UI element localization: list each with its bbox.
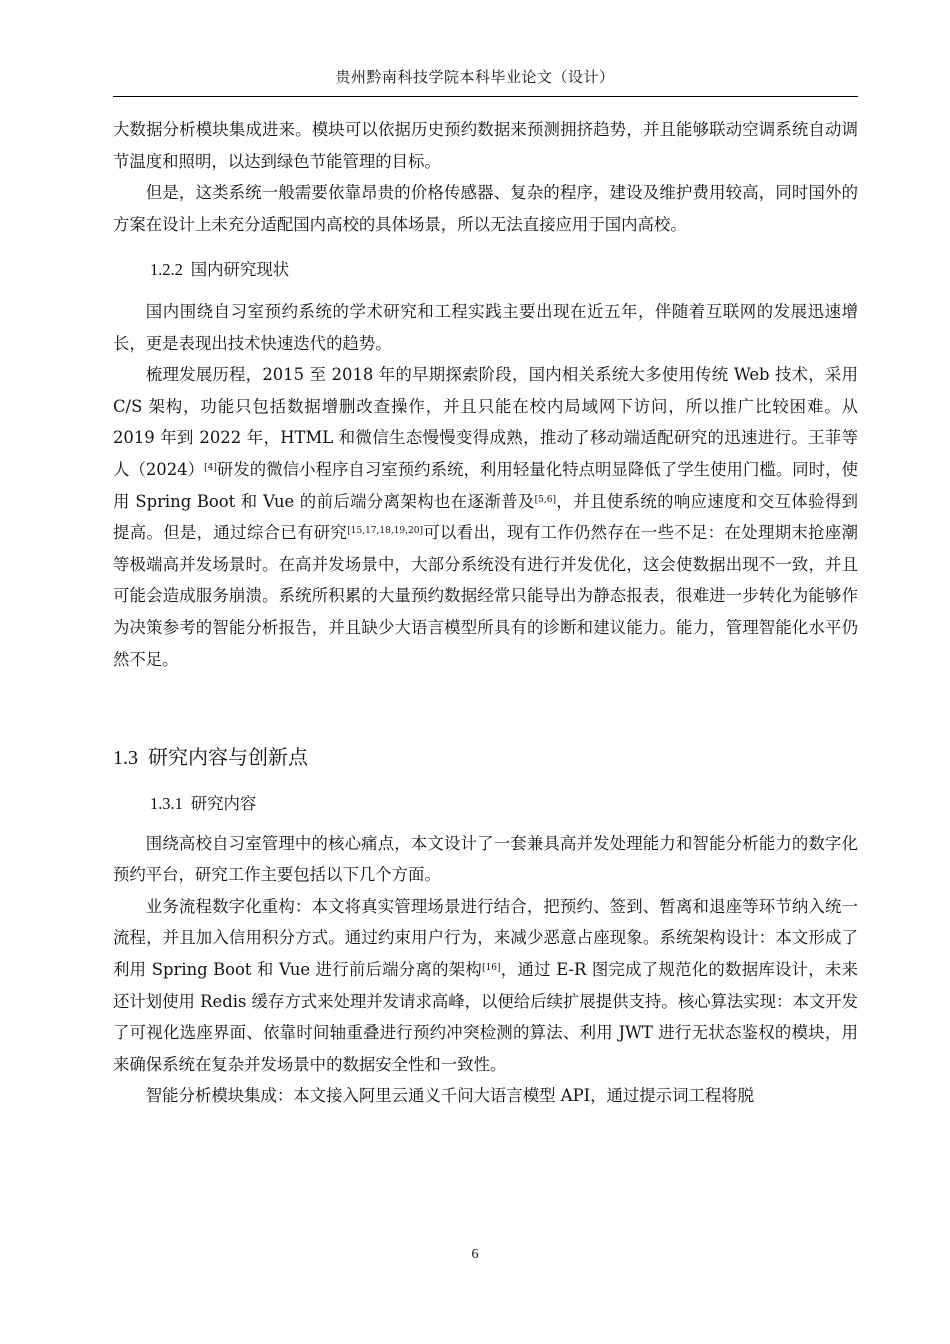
section-title: 研究内容与创新点	[148, 745, 308, 770]
page-number: 6	[471, 1247, 479, 1262]
research-paragraph-3: 智能分析模块集成：本文接入阿里云通义千问大语言模型 API，通过提示词工程将脱	[145, 1086, 755, 1106]
page-body	[113, 114, 858, 1112]
intro-paragraph-1: 大数据分析模块集成进来。模块可以依据历史预约数据来预测拥挤趋势，并且能够联动空调系统自动调节温度和照明，以达到绿色节能管理的目标。	[113, 120, 858, 171]
research-paragraph-2: 业务流程数字化重构：本文将真实管理场景进行结合，把预约、签到、暂离和退座等环节纳入统一流程，并且加入信用积分方式。通过约束用户行为，来减少恶意占座现象。系统架构设计：本文形成了利用 Spring Boot 和 Vue 进行前后端分离的架构[16]，通过 E-R 图完成了规范化的数据库设计，未来还计划使用 Redis 缓存方式来处理并发请求高峰，以便给后续扩展提供支持。核心算法实现：本文开发了可视化选座界面、依靠时间轴重叠进行预约冲突检测的算法、利用 JWT 进行无状态鉴权的模块，用来确保系统在复杂并发场景中的数据安全性和一致性。	[113, 896, 859, 1074]
citation: [4]	[204, 463, 217, 473]
citation: [16]	[482, 963, 501, 974]
research-paragraph-1: 围绕高校自习室管理中的核心痛点，本文设计了一套兼具高并发处理能力和智能分析能力的数字化预约平台，研究工作主要包括以下几个方面。	[113, 833, 858, 885]
intro-paragraph-2: 但是，这类系统一般需要依靠昂贵的价格传感器、复杂的程序，建设及维护费用较高，同时国外的方案在设计上未充分适配国内高校的具体场景，所以无法直接应用于国内高校。	[113, 183, 858, 234]
section-heading-1-3	[113, 739, 858, 776]
citation: [15,17,18,19,20]	[347, 526, 423, 537]
citation: [5,6]	[534, 494, 557, 505]
running-header: 贵州黔南科技学院本科毕业论文（设计）	[335, 68, 615, 86]
section-heading-1-2-2	[113, 254, 858, 286]
section-heading-1-3-1	[113, 788, 858, 820]
domestic-paragraph-1: 国内围绕自习室预约系统的学术研究和工程实践主要出现在近五年，伴随着互联网的发展迅速增长，更是表现出技术快速迭代的趋势。	[113, 301, 858, 353]
header-rule	[113, 96, 858, 97]
section-title: 国内研究现状	[190, 260, 290, 280]
section-number: 1.2.2	[150, 260, 183, 280]
section-number: 1.3	[113, 747, 138, 770]
domestic-paragraph-2: 梳理发展历程，2015 至 2018 年的早期探索阶段，国内相关系统大多使用传统 Web 技术，采用 C/S 架构，功能只包括数据增删改查操作，并且只能在校内局域网下访问，所以推广比较困难。从 2019 年到 2022 年，HTML 和微信生态慢慢变得成熟，推动了移动端适配研究的迅速进行。王菲等人（2024）[4]研发的微信小程序自习室预约系统，利用轻量化特点明显降低了学生使用门槛。同时，使用 Spring Boot 和 Vue 的前后端分离架构也在逐渐普及[5,6]，并且使系统的响应速度和交互体验得到提高。但是，通过综合已有研究[15,17,18,19,20]可以看出，现有工作仍然存在一些不足：在处理期末抢座潮等极端高并发场景时。在高并发场景中，大部分系统没有进行并发优化，这会使数据出现不一致，并且可能会造成服务崩溃。系统所积累的大量预约数据经常只能导出为静态报表，很难进一步转化为能够作为决策参考的智能分析报告，并且缺少大语言模型所具有的诊断和建议能力。能力，管理智能化水平仍然不足。	[113, 365, 859, 669]
section-number: 1.3.1	[150, 794, 183, 814]
section-title: 研究内容	[190, 794, 257, 814]
